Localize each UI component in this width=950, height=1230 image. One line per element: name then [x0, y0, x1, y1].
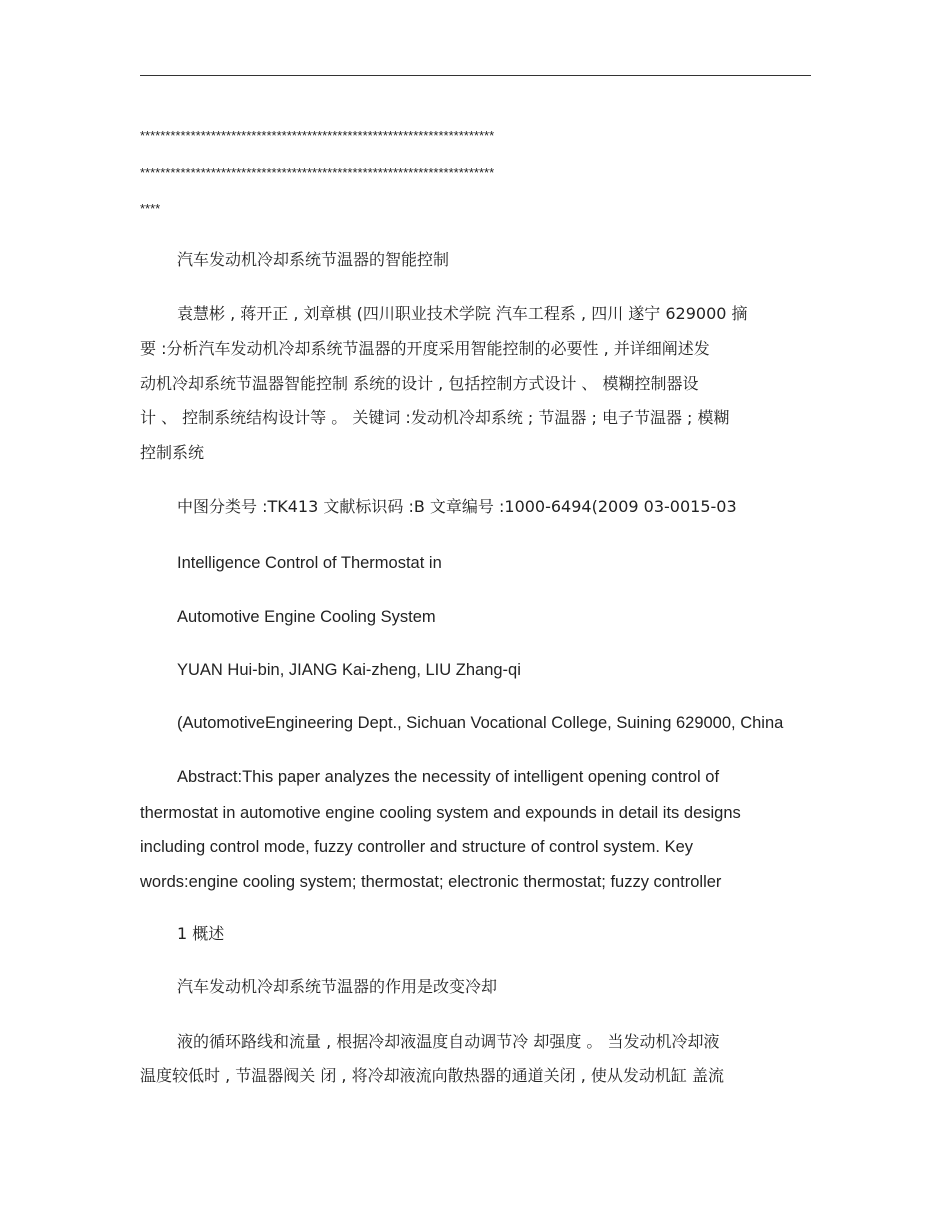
section-heading: 1 概述	[177, 924, 225, 943]
affiliation-en: (AutomotiveEngineering Dept., Sichuan Vocational College, Suining 629000, China	[177, 714, 784, 732]
header-rule	[140, 75, 811, 76]
body-text-line: 液的循环路线和流量 , 根据冷却液温度自动调节冷 却强度 。 当发动机冷却液	[177, 1032, 720, 1051]
asterisk-line-3: ****	[140, 201, 161, 216]
paper-title-cn: 汽车发动机冷却系统节温器的智能控制	[177, 250, 450, 269]
abstract-cn-line: 要 :分析汽车发动机冷却系统节温器的开度采用智能控制的必要性 , 并详细阐述发	[140, 339, 710, 358]
paper-title-en-line-1: Intelligence Control of Thermostat in	[177, 554, 442, 572]
asterisk-line-2: **********************************************************************	[140, 165, 495, 180]
paper-title-en-line-2: Automotive Engine Cooling System	[177, 608, 436, 626]
abstract-en-line: words:engine cooling system; thermostat; electronic thermostat; fuzzy controller	[140, 873, 722, 891]
body-text-line: 汽车发动机冷却系统节温器的作用是改变冷却	[177, 977, 498, 996]
abstract-en-line: including control mode, fuzzy controller and structure of control system. Key	[140, 838, 693, 856]
abstract-cn-line: 动机冷却系统节温器智能控制 系统的设计 , 包括控制方式设计 、 模糊控制器设	[140, 374, 699, 393]
asterisk-line-1: **********************************************************************	[140, 128, 495, 143]
abstract-cn-line: 控制系统	[140, 443, 205, 462]
authors-en: YUAN Hui-bin, JIANG Kai-zheng, LIU Zhang-qi	[177, 661, 521, 679]
classification-line: 中图分类号 :TK413 文献标识码 :B 文章编号 :1000-6494(2009 03-0015-03	[177, 497, 737, 516]
abstract-en-line: Abstract:This paper analyzes the necessity of intelligent opening control of	[177, 768, 720, 786]
abstract-cn-line: 袁慧彬 , 蒋开正 , 刘章棋 (四川职业技术学院 汽车工程系 , 四川 遂宁 629000 摘	[177, 304, 748, 323]
body-text-line: 温度较低时 , 节温器阀关 闭 , 将冷却液流向散热器的通道关闭 , 使从发动机缸 盖流	[140, 1066, 724, 1085]
abstract-en-line: thermostat in automotive engine cooling system and expounds in detail its designs	[140, 804, 741, 822]
abstract-cn-line: 计 、 控制系统结构设计等 。 关键词 :发动机冷却系统 ; 节温器 ; 电子节温器 ; 模糊	[140, 408, 730, 427]
